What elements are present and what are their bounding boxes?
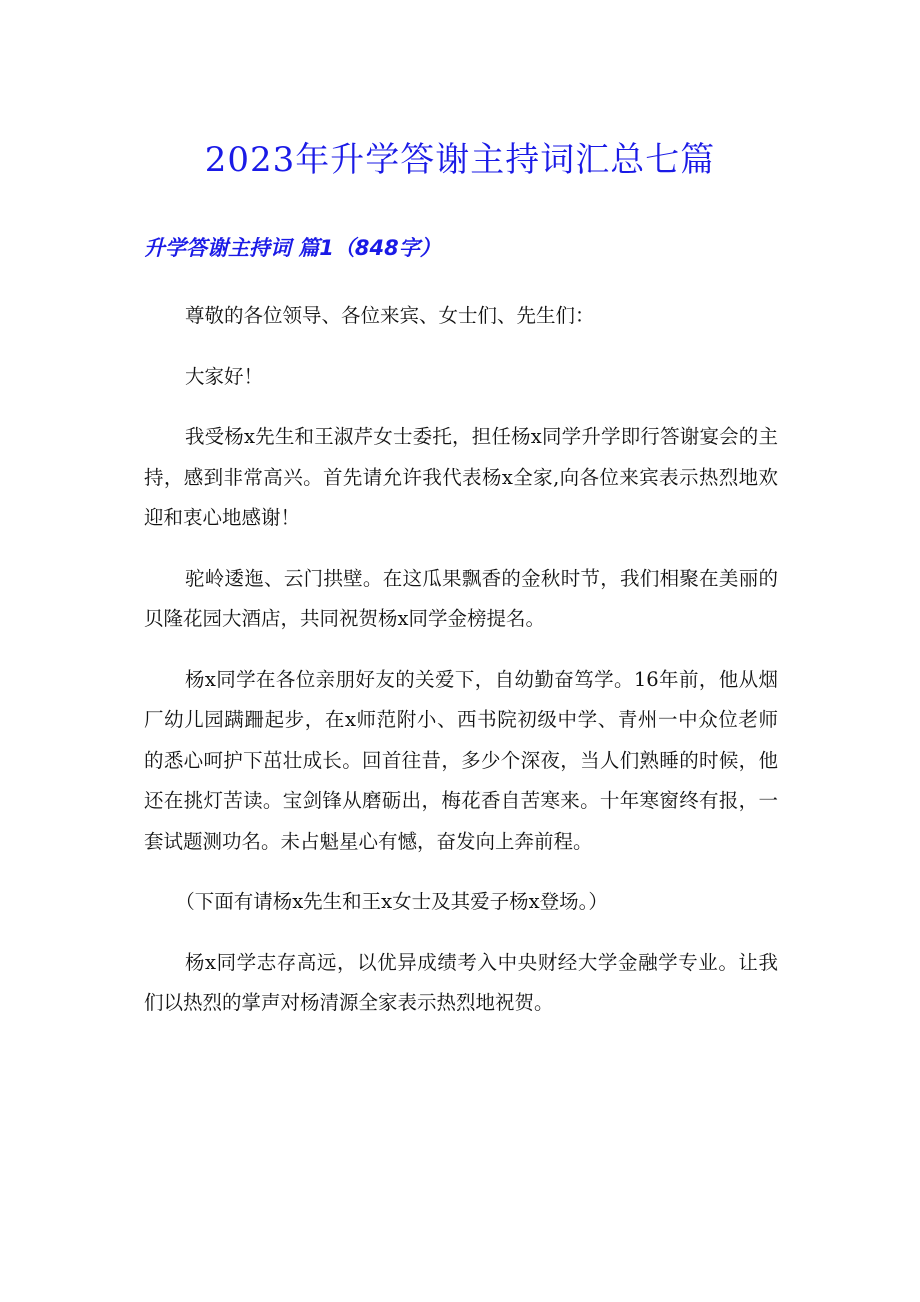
paragraph-student-history: 杨x同学在各位亲朋好友的关爱下，自幼勤奋笃学。16年前，他从烟厂幼儿园蹒跚起步，在x师范附小、西书院初级中学、青州一中众位老师的悉心呵护下茁壮成长。回首往昔，多少个深夜，当人们熟睡的时候，他还在挑灯苦读。宝剑锋从磨砺出，梅花香自苦寒来。十年寒窗终有报，一套试题测功名。未占魁星心有憾，奋发向上奔前程。 (144, 667, 778, 853)
section-heading: 升学答谢主持词 篇1（848字） (144, 236, 441, 260)
document-body (144, 296, 778, 1044)
paragraph-stage-note: （下面有请杨x先生和王x女士及其爱子杨x登场。） (175, 890, 608, 913)
paragraph-congratulation: 杨x同学志存高远，以优异成绩考入中央财经大学金融学专业。让我们以热烈的掌声对杨清源全家表示热烈地祝贺。 (144, 950, 778, 1014)
paragraph-greeting: 尊敬的各位领导、各位来宾、女士们、先生们： (184, 304, 595, 327)
paragraph-hello: 大家好！ (184, 364, 263, 388)
paragraph-gathering: 驼岭逶迤、云门拱壁。在这瓜果飘香的金秋时节，我们相聚在美丽的贝隆花园大酒店，共同祝贺杨x同学金榜提名。 (144, 566, 778, 630)
document-title: 2023年升学答谢主持词汇总七篇 (204, 140, 716, 180)
paragraph-intro: 我受杨x先生和王淑芹女士委托，担任杨x同学升学即行答谢宴会的主持，感到非常高兴。首先请允许我代表杨x全家,向各位来宾表示热烈地欢迎和衷心地感谢！ (144, 425, 778, 529)
